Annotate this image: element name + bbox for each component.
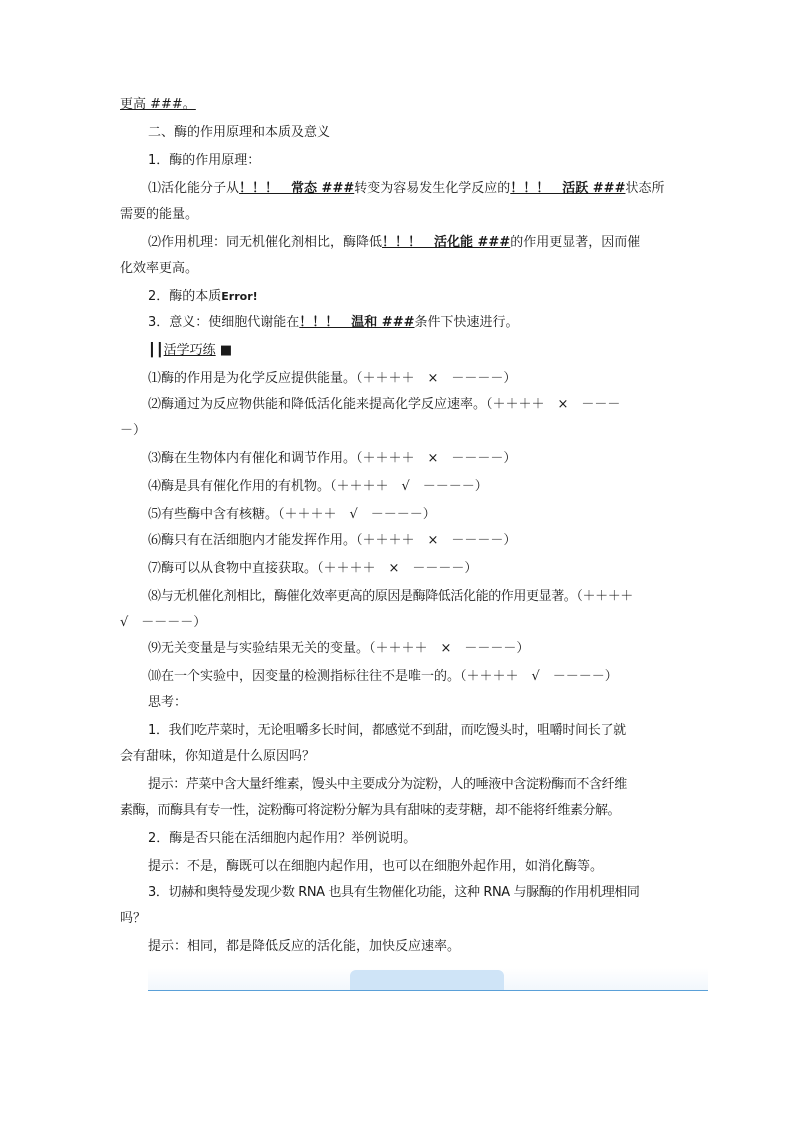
quiz-item-cont: －）: [120, 423, 147, 438]
question-line: 2．酶是否只能在活细胞内起作用？举例说明。: [148, 831, 417, 846]
quiz-item: ⑵酶通过为反应物供能和降低活化能来提高化学反应速率。（＋＋＋＋ × －－－: [148, 397, 621, 412]
footer-tab: [350, 970, 504, 990]
error-text: Error!: [221, 290, 258, 303]
answer-fill: ！！！ 温和 ###: [299, 315, 415, 330]
text-line: [148, 180, 676, 198]
text: 分子从: [200, 181, 240, 196]
answer-fill: ！！！ 活化能 ###: [382, 235, 511, 250]
text: 2．酶的本质: [148, 289, 222, 304]
answer-fill: ！！！ 活跃 ###: [510, 181, 626, 196]
subheading: 1．酶的作用原理：: [148, 153, 261, 168]
text: ⑵作用机理：同无机催化剂相比，酶降低: [148, 235, 383, 250]
text-line: [148, 314, 676, 332]
hint-line: 提示：芹菜中含大量纤维素，馒头中主要成分为淀粉，人的唾液中含淀粉酶而不含纤维: [148, 777, 627, 792]
quiz-item: ⑷酶是具有催化作用的有机物。（＋＋＋＋ √ －－－－）: [148, 479, 488, 494]
question-line: 吗？: [120, 911, 147, 926]
text: 3．意义：使细胞代谢能在: [148, 315, 300, 330]
answer-fill: ！！！ 常态 ###: [239, 181, 355, 196]
text-line: [148, 288, 676, 306]
square-icon: ■: [219, 343, 233, 358]
quiz-item: ⑽在一个实验中，因变量的检测指标往往不是唯一的。（＋＋＋＋ √ －－－－）: [148, 669, 618, 684]
text: 状态所: [625, 181, 665, 196]
quiz-item: ⑹酶只有在活细胞内才能发挥作用。（＋＋＋＋ × －－－－）: [148, 533, 517, 548]
text: 的作用更显著，因而催: [510, 235, 641, 250]
hint-line: 素酶，而酶具有专一性，淀粉酶可将淀粉分解为具有甜味的麦芽糖，却不能将纤维素分解。: [120, 803, 621, 818]
text: ⑴活化能: [148, 181, 201, 196]
text-line: [148, 234, 676, 252]
quiz-item: ⑶酶在生物体内有催化和调节作用。（＋＋＋＋ × －－－－）: [148, 451, 517, 466]
bar-glyph: ┃┃: [148, 343, 164, 358]
question-line: 3．切赫和奥特曼发现少数 RNA 也具有生物催化功能，这种 RNA 与脲酶的作用机理相同: [148, 885, 640, 900]
question-line: 会有甜味，你知道是什么原因吗？: [120, 749, 316, 764]
text-line: 化效率更高。: [120, 261, 199, 276]
text-line: [120, 96, 676, 114]
quiz-item-cont: √ －－－－）: [120, 615, 207, 630]
quiz-item: ⑴酶的作用是为化学反应提供能量。（＋＋＋＋ × －－－－）: [148, 371, 517, 386]
section-heading: 二、酶的作用原理和本质及意义: [148, 125, 331, 140]
answer-fill: 更高 ###。: [120, 97, 196, 112]
quiz-item: ⑺酶可以从食物中直接获取。（＋＋＋＋ × －－－－）: [148, 561, 478, 576]
quiz-item: ⑼无关变量是与实验结果无关的变量。（＋＋＋＋ × －－－－）: [148, 641, 530, 656]
heading-text: 活学巧练: [163, 343, 216, 358]
text: 条件下快速进行。: [414, 315, 519, 330]
quiz-item: ⑻与无机催化剂相比，酶催化效率更高的原因是酶降低活化能的作用更显著。（＋＋＋＋: [148, 589, 633, 604]
text: 转变为容易发生化学反应的: [354, 181, 511, 196]
hint-line: 提示：不是，酶既可以在细胞内起作用，也可以在细胞外起作用，如消化酶等。: [148, 859, 604, 874]
think-heading: 思考：: [148, 695, 188, 710]
question-line: 1．我们吃芹菜时，无论咀嚼多长时间，都感觉不到甜，而吃馒头时，咀嚼时间长了就: [148, 723, 626, 738]
practice-heading: [148, 342, 676, 360]
quiz-item: ⑸有些酶中含有核糖。（＋＋＋＋ √ －－－－）: [148, 507, 436, 522]
hint-line: 提示：相同，都是降低反应的活化能，加快反应速率。: [148, 939, 461, 954]
text-line: 需要的能量。: [120, 207, 199, 222]
footer-divider: [148, 990, 708, 991]
